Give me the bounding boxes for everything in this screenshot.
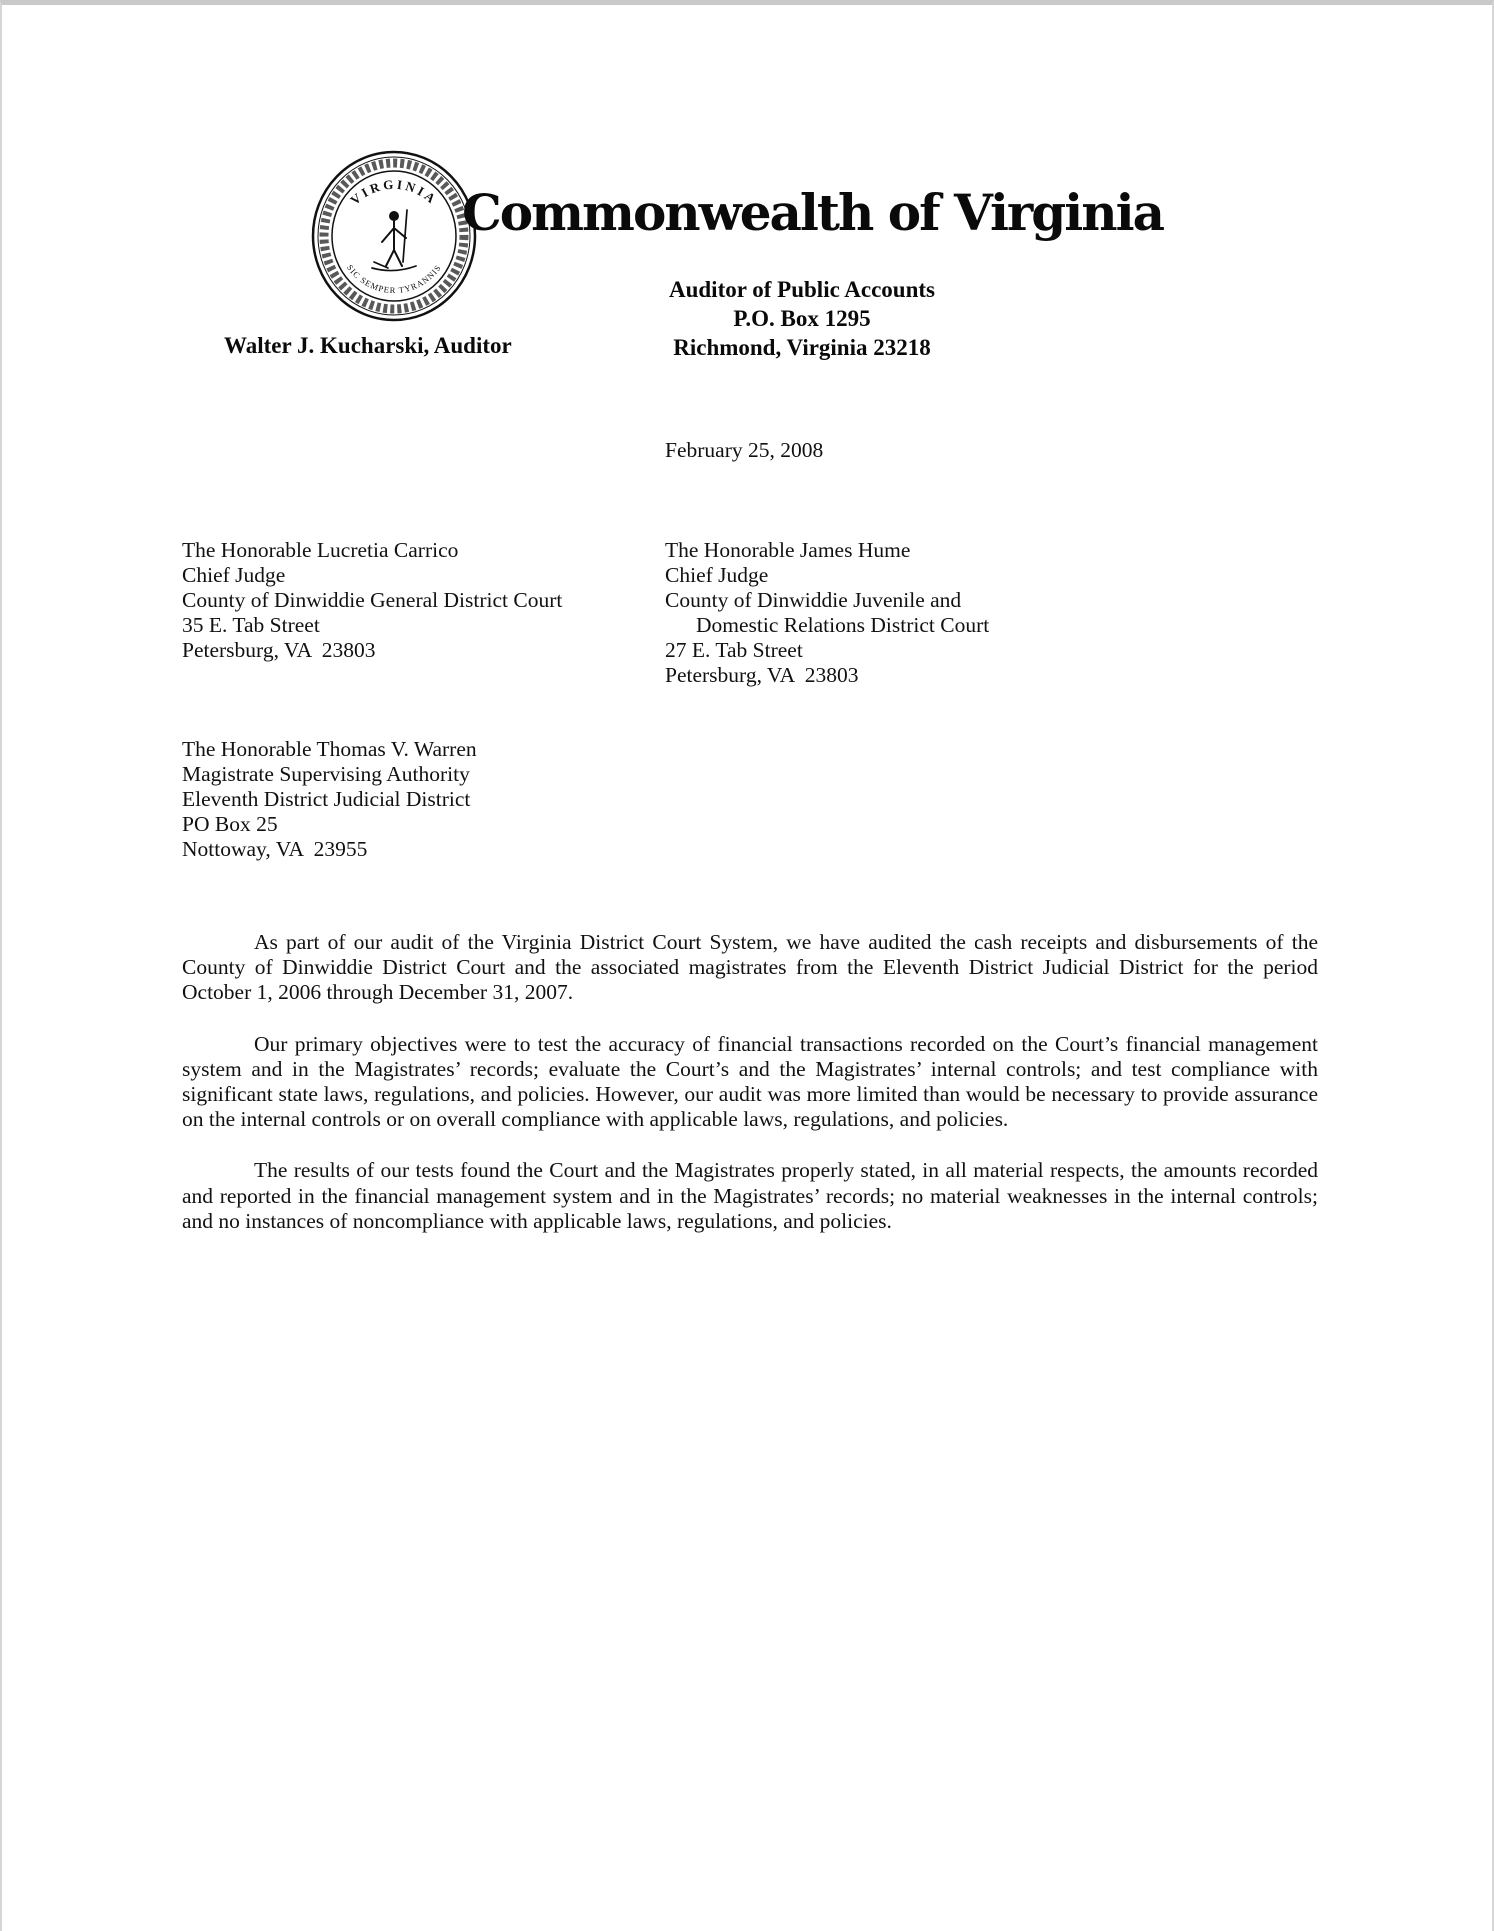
- recipient-line: 35 E. Tab Street: [182, 613, 320, 637]
- office-city-line: Richmond, Virginia 23218: [673, 335, 931, 360]
- body-paragraph: Our primary objectives were to test the accuracy of financial transactions recorded on the Court’s financial management system and in the Magistrates’ records; evaluate the Court’s and the Magistrates’ internal controls; and test compliance with significant state laws, regulations, and policies. However, our audit was more limited than would be necessary to provide assurance on the internal controls or on overall compliance with applicable laws, regulations, and policies.: [182, 1031, 1318, 1132]
- recipient-line: The Honorable James Hume: [665, 538, 911, 562]
- recipient-block-hume: [665, 538, 989, 688]
- recipient-line: Chief Judge: [182, 563, 286, 587]
- letter-body: [182, 930, 1318, 1260]
- recipient-line: Magistrate Supervising Authority: [182, 762, 470, 786]
- body-paragraph: As part of our audit of the Virginia District Court System, we have audited the cash receipts and disbursements of the County of Dinwiddie District Court and the associated magistrates from the Eleventh District Judicial District for the period October 1, 2006 through December 31, 2007.: [182, 930, 1318, 1005]
- auditor-name: Walter J. Kucharski, Auditor: [224, 333, 512, 358]
- org-title: Commonwealth of Virginia: [462, 183, 1163, 242]
- virginia-state-seal-icon: [310, 150, 478, 322]
- recipient-line: Petersburg, VA 23803: [665, 663, 859, 687]
- seal-bottom-text: SIC SEMPER TYRANNIS: [344, 262, 444, 296]
- office-name: Auditor of Public Accounts: [668, 277, 936, 302]
- recipient-line: County of Dinwiddie Juvenile and: [665, 588, 962, 612]
- recipient-line: Domestic Relations District Court: [696, 613, 990, 637]
- seal-top-text: VIRGINIA: [347, 176, 441, 208]
- recipient-line: PO Box 25: [182, 812, 278, 836]
- office-po-box: P.O. Box 1295: [733, 306, 871, 331]
- recipient-line: County of Dinwiddie General District Court: [182, 588, 563, 612]
- recipient-line: Petersburg, VA 23803: [182, 638, 376, 662]
- recipient-line: Chief Judge: [665, 563, 769, 587]
- recipient-line: Nottoway, VA 23955: [182, 837, 368, 861]
- body-paragraph: The results of our tests found the Court and the Magistrates properly stated, in all material respects, the amounts recorded and reported in the financial management system and in the Magistrates’ records; no material weaknesses in the internal controls; and no instances of noncompliance with applicable laws, regulations, and policies.: [182, 1158, 1318, 1233]
- office-address-block: [462, 275, 1142, 362]
- recipient-block-carrico: [182, 538, 562, 663]
- recipient-line: The Honorable Lucretia Carrico: [182, 538, 459, 562]
- recipient-line: The Honorable Thomas V. Warren: [182, 737, 477, 761]
- recipient-line: Eleventh District Judicial District: [182, 787, 471, 811]
- recipient-line: 27 E. Tab Street: [665, 638, 803, 662]
- letter-date: February 25, 2008: [665, 438, 824, 462]
- recipient-block-warren: [182, 737, 477, 862]
